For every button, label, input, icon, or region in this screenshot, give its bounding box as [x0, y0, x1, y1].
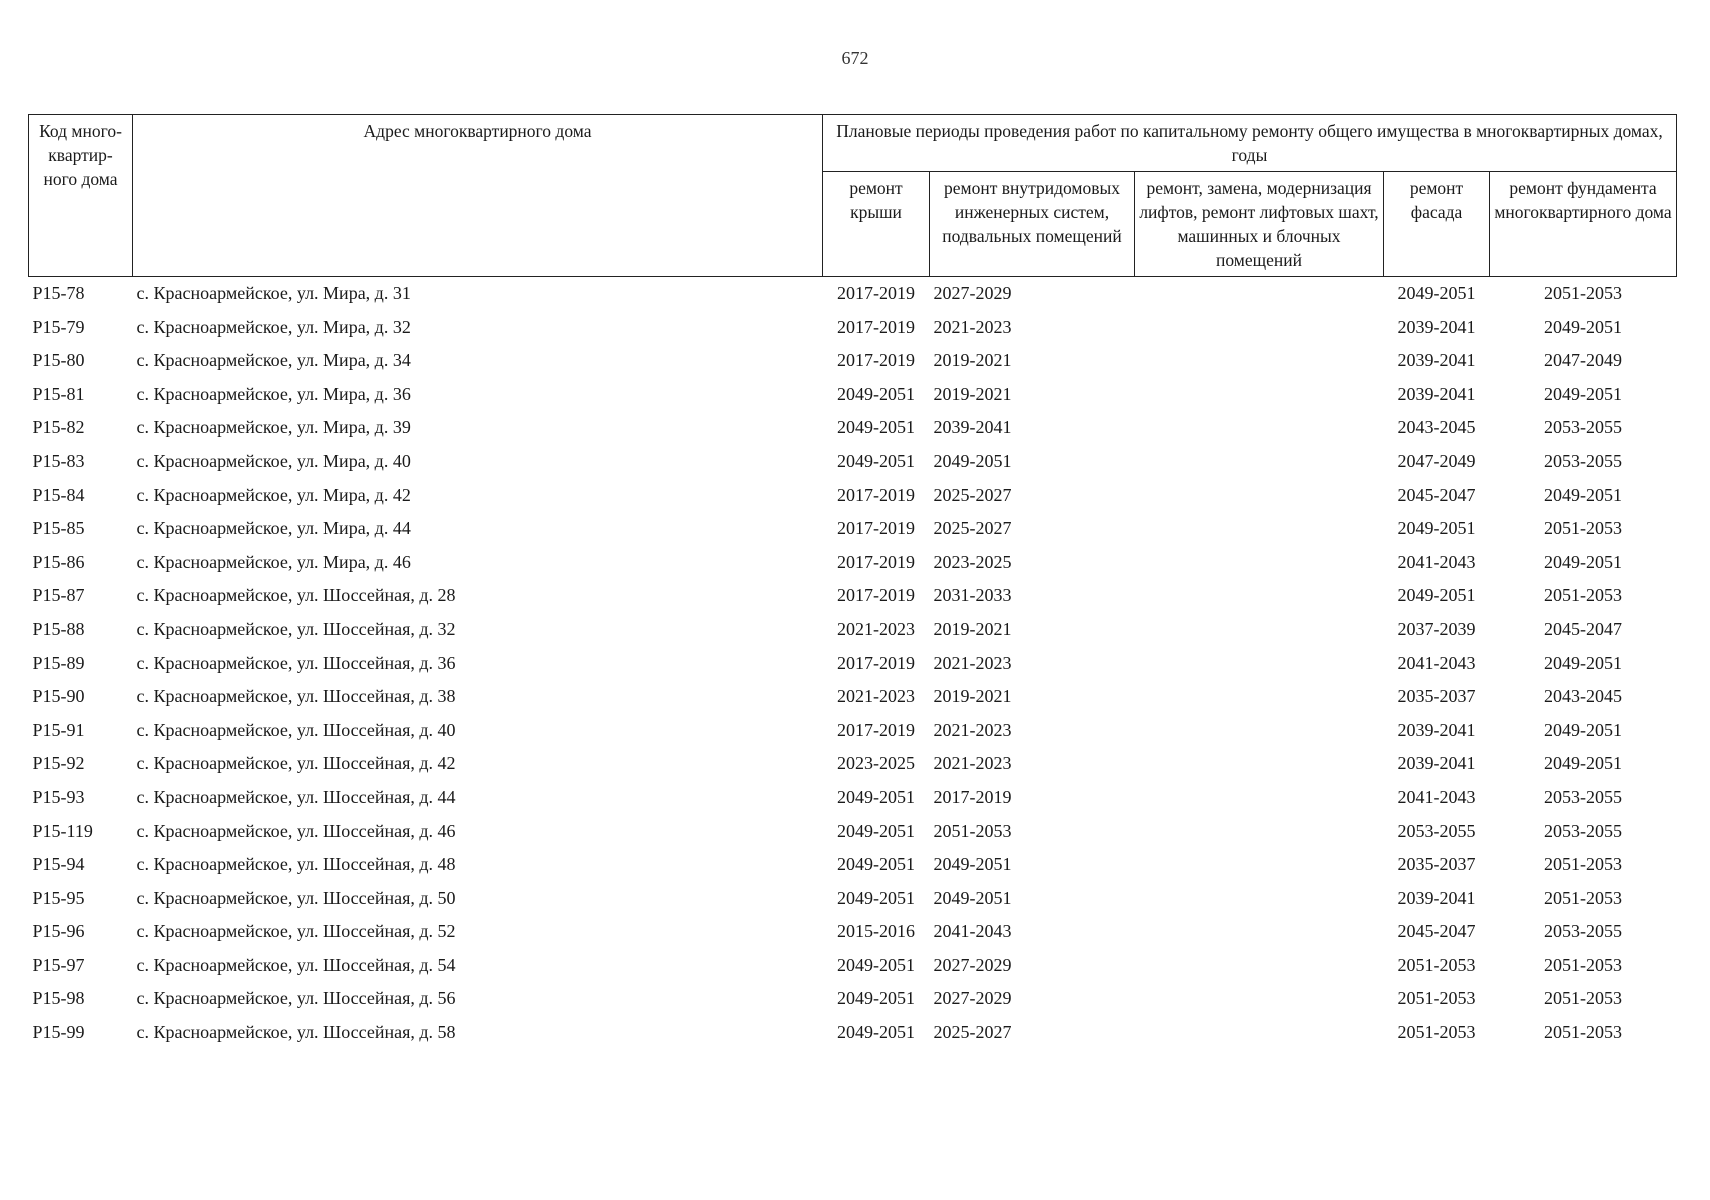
cell-address: с. Красноармейское, ул. Шоссейная, д. 54: [136, 954, 456, 975]
cell-lifts: [1135, 949, 1384, 983]
cell-facade: 2045-2047: [1397, 921, 1476, 942]
cell-address: с. Красноармейское, ул. Шоссейная, д. 58: [136, 1022, 456, 1043]
cell-engineering: 2025-2027: [933, 518, 1012, 539]
cell-code: P15-81: [32, 383, 85, 404]
table-row: [29, 915, 1677, 949]
cell-facade: 2039-2041: [1397, 719, 1476, 740]
cell-engineering: 2019-2021: [933, 383, 1012, 404]
header-lifts: ремонт, замена, модернизация лифтов, ремонт лифтовых шахт, машинных и блочных помещений: [1135, 172, 1384, 277]
cell-roof: 2017-2019: [837, 585, 915, 606]
cell-facade: 2037-2039: [1397, 618, 1476, 639]
cell-foundation: 2043-2045: [1544, 686, 1622, 707]
cell-address: с. Красноармейское, ул. Шоссейная, д. 46: [136, 820, 456, 841]
cell-address: с. Красноармейское, ул. Шоссейная, д. 56: [136, 988, 456, 1009]
cell-facade: 2051-2053: [1397, 1022, 1476, 1043]
cell-code: P15-95: [32, 887, 85, 908]
table-row: [29, 411, 1677, 445]
table-row: [29, 311, 1677, 345]
repair-schedule-table: [28, 114, 1677, 1050]
cell-engineering: 2019-2021: [933, 686, 1012, 707]
cell-address: с. Красноармейское, ул. Мира, д. 34: [136, 350, 411, 371]
cell-lifts: [1135, 344, 1384, 378]
cell-foundation: 2049-2051: [1544, 719, 1622, 740]
cell-facade: 2043-2045: [1397, 417, 1476, 438]
cell-address: с. Красноармейское, ул. Мира, д. 31: [136, 283, 411, 303]
cell-address: с. Красноармейское, ул. Шоссейная, д. 52: [136, 921, 456, 942]
cell-roof: 2017-2019: [837, 551, 915, 572]
cell-roof: 2021-2023: [837, 618, 915, 639]
header-engineering: ремонт внутридомовых инженерных систем, подвальных помещений: [930, 172, 1135, 277]
cell-foundation: 2051-2053: [1544, 585, 1622, 606]
cell-roof: 2049-2051: [837, 887, 915, 908]
cell-engineering: 2021-2023: [933, 316, 1012, 337]
table-row: [29, 344, 1677, 378]
cell-address: с. Красноармейское, ул. Мира, д. 40: [136, 450, 411, 471]
cell-facade: 2035-2037: [1397, 854, 1476, 875]
cell-engineering: 2031-2033: [933, 585, 1012, 606]
cell-roof: 2049-2051: [837, 786, 915, 807]
header-address: Адрес многоквартирного дома: [133, 115, 823, 277]
cell-foundation: 2051-2053: [1544, 887, 1622, 908]
cell-address: с. Красноармейское, ул. Мира, д. 32: [136, 316, 411, 337]
cell-address: с. Красноармейское, ул. Шоссейная, д. 40: [136, 719, 456, 740]
header-foundation: ремонт фундамента многоквартирного дома: [1490, 172, 1677, 277]
cell-address: с. Красноармейское, ул. Мира, д. 46: [136, 551, 411, 572]
cell-address: с. Красноармейское, ул. Мира, д. 39: [136, 417, 411, 438]
cell-lifts: [1135, 647, 1384, 681]
cell-engineering: 2019-2021: [933, 350, 1012, 371]
cell-engineering: 2041-2043: [933, 921, 1012, 942]
cell-facade: 2039-2041: [1397, 383, 1476, 404]
cell-roof: 2017-2019: [837, 350, 915, 371]
cell-address: с. Красноармейское, ул. Шоссейная, д. 28: [136, 585, 456, 606]
table-row: [29, 378, 1677, 412]
table-row: [29, 680, 1677, 714]
cell-lifts: [1135, 613, 1384, 647]
cell-foundation: 2051-2053: [1544, 988, 1622, 1009]
table-row: [29, 579, 1677, 613]
table-row: [29, 982, 1677, 1016]
cell-foundation: 2047-2049: [1544, 350, 1622, 371]
cell-foundation: 2051-2053: [1544, 954, 1622, 975]
cell-facade: 2039-2041: [1397, 350, 1476, 371]
cell-lifts: [1135, 781, 1384, 815]
cell-roof: 2017-2019: [837, 652, 915, 673]
cell-engineering: 2021-2023: [933, 652, 1012, 673]
cell-address: с. Красноармейское, ул. Шоссейная, д. 32: [136, 618, 456, 639]
cell-lifts: [1135, 579, 1384, 613]
cell-code: P15-96: [32, 921, 85, 942]
cell-foundation: 2053-2055: [1544, 786, 1622, 807]
cell-lifts: [1135, 848, 1384, 882]
cell-facade: 2039-2041: [1397, 316, 1476, 337]
cell-foundation: 2051-2053: [1544, 1022, 1622, 1043]
table-body: [29, 277, 1677, 1050]
cell-foundation: 2053-2055: [1544, 417, 1622, 438]
cell-engineering: 2049-2051: [933, 887, 1012, 908]
cell-address: с. Красноармейское, ул. Шоссейная, д. 50: [136, 887, 456, 908]
cell-code: P15-85: [32, 518, 85, 539]
table-row: [29, 815, 1677, 849]
table-header: [29, 115, 1677, 277]
cell-foundation: 2049-2051: [1544, 753, 1622, 774]
cell-lifts: [1135, 747, 1384, 781]
table-row: [29, 613, 1677, 647]
cell-lifts: [1135, 714, 1384, 748]
cell-facade: 2041-2043: [1397, 786, 1476, 807]
cell-facade: 2051-2053: [1397, 954, 1476, 975]
cell-lifts: [1135, 445, 1384, 479]
page-number: 672: [841, 48, 869, 68]
cell-engineering: 2027-2029: [933, 283, 1012, 303]
cell-roof: 2049-2051: [837, 820, 915, 841]
cell-code: P15-79: [32, 316, 85, 337]
cell-roof: 2049-2051: [837, 854, 915, 875]
cell-facade: 2053-2055: [1397, 820, 1476, 841]
cell-foundation: 2045-2047: [1544, 618, 1622, 639]
cell-facade: 2049-2051: [1397, 283, 1476, 303]
cell-address: с. Красноармейское, ул. Шоссейная, д. 42: [136, 753, 456, 774]
cell-address: с. Красноармейское, ул. Шоссейная, д. 38: [136, 686, 456, 707]
cell-roof: 2017-2019: [837, 484, 915, 505]
cell-code: P15-97: [32, 954, 85, 975]
cell-facade: 2051-2053: [1397, 988, 1476, 1009]
cell-engineering: 2049-2051: [933, 450, 1012, 471]
cell-address: с. Красноармейское, ул. Шоссейная, д. 48: [136, 854, 456, 875]
header-code: Код много-квартир-ного дома: [29, 115, 133, 277]
cell-foundation: 2049-2051: [1544, 484, 1622, 505]
cell-facade: 2049-2051: [1397, 585, 1476, 606]
cell-engineering: 2023-2025: [933, 551, 1012, 572]
cell-engineering: 2051-2053: [933, 820, 1012, 841]
cell-lifts: [1135, 512, 1384, 546]
cell-facade: 2035-2037: [1397, 686, 1476, 707]
cell-code: P15-92: [32, 753, 85, 774]
cell-facade: 2039-2041: [1397, 753, 1476, 774]
cell-foundation: 2049-2051: [1544, 652, 1622, 673]
cell-lifts: [1135, 915, 1384, 949]
cell-code: P15-83: [32, 450, 85, 471]
cell-code: P15-98: [32, 988, 85, 1009]
cell-engineering: 2039-2041: [933, 417, 1012, 438]
cell-facade: 2041-2043: [1397, 652, 1476, 673]
cell-facade: 2045-2047: [1397, 484, 1476, 505]
cell-lifts: [1135, 882, 1384, 916]
table-row: [29, 781, 1677, 815]
cell-roof: 2049-2051: [837, 450, 915, 471]
table-row: [29, 714, 1677, 748]
table-row: [29, 747, 1677, 781]
cell-engineering: 2021-2023: [933, 753, 1012, 774]
cell-foundation: 2049-2051: [1544, 383, 1622, 404]
cell-roof: 2049-2051: [837, 383, 915, 404]
header-roof: ремонт крыши: [823, 172, 930, 277]
cell-engineering: 2017-2019: [933, 786, 1012, 807]
cell-code: P15-94: [32, 854, 85, 875]
cell-foundation: 2051-2053: [1544, 518, 1622, 539]
cell-lifts: [1135, 479, 1384, 513]
cell-foundation: 2049-2051: [1544, 316, 1622, 337]
cell-code: P15-87: [32, 585, 85, 606]
cell-roof: 2017-2019: [837, 719, 915, 740]
cell-address: с. Красноармейское, ул. Мира, д. 44: [136, 518, 411, 539]
cell-code: P15-90: [32, 686, 85, 707]
cell-code: P15-84: [32, 484, 85, 505]
table-row: [29, 949, 1677, 983]
table-row: [29, 1016, 1677, 1050]
cell-code: P15-119: [32, 820, 93, 841]
cell-foundation: 2053-2055: [1544, 820, 1622, 841]
cell-foundation: 2051-2053: [1544, 854, 1622, 875]
cell-lifts: [1135, 815, 1384, 849]
cell-code: P15-99: [32, 1022, 85, 1043]
cell-foundation: 2049-2051: [1544, 551, 1622, 572]
cell-address: с. Красноармейское, ул. Мира, д. 42: [136, 484, 411, 505]
header-planned-periods: Плановые периоды проведения работ по капитальному ремонту общего имущества в многоквартирных домах, годы: [823, 115, 1677, 172]
cell-roof: 2049-2051: [837, 1022, 915, 1043]
cell-engineering: 2049-2051: [933, 854, 1012, 875]
cell-lifts: [1135, 546, 1384, 580]
cell-lifts: [1135, 411, 1384, 445]
cell-roof: 2015-2016: [837, 921, 915, 942]
cell-foundation: 2053-2055: [1544, 921, 1622, 942]
cell-engineering: 2025-2027: [933, 484, 1012, 505]
cell-code: P15-91: [32, 719, 85, 740]
cell-code: P15-80: [32, 350, 85, 371]
header-facade: ремонт фасада: [1384, 172, 1490, 277]
cell-roof: 2021-2023: [837, 686, 915, 707]
cell-code: P15-88: [32, 618, 85, 639]
cell-address: с. Красноармейское, ул. Шоссейная, д. 36: [136, 652, 456, 673]
cell-engineering: 2025-2027: [933, 1022, 1012, 1043]
table-row: [29, 479, 1677, 513]
cell-code: P15-93: [32, 786, 85, 807]
cell-lifts: [1135, 378, 1384, 412]
cell-engineering: 2019-2021: [933, 618, 1012, 639]
cell-facade: 2041-2043: [1397, 551, 1476, 572]
table-row: [29, 848, 1677, 882]
cell-code: P15-86: [32, 551, 85, 572]
cell-lifts: [1135, 680, 1384, 714]
cell-code: P15-89: [32, 652, 85, 673]
table-row: [29, 277, 1677, 311]
cell-foundation: 2053-2055: [1544, 450, 1622, 471]
cell-address: с. Красноармейское, ул. Мира, д. 36: [136, 383, 411, 404]
cell-lifts: [1135, 277, 1384, 311]
cell-foundation: 2051-2053: [1544, 283, 1622, 303]
table-row: [29, 546, 1677, 580]
cell-lifts: [1135, 982, 1384, 1016]
cell-lifts: [1135, 311, 1384, 345]
cell-lifts: [1135, 1016, 1384, 1050]
cell-facade: 2047-2049: [1397, 450, 1476, 471]
cell-facade: 2039-2041: [1397, 887, 1476, 908]
cell-roof: 2017-2019: [837, 316, 915, 337]
table-row: [29, 882, 1677, 916]
cell-roof: 2049-2051: [837, 954, 915, 975]
cell-roof: 2023-2025: [837, 753, 915, 774]
cell-engineering: 2021-2023: [933, 719, 1012, 740]
table-row: [29, 445, 1677, 479]
cell-address: с. Красноармейское, ул. Шоссейная, д. 44: [136, 786, 456, 807]
table-row: [29, 512, 1677, 546]
cell-roof: 2017-2019: [837, 283, 915, 303]
cell-code: P15-82: [32, 417, 85, 438]
cell-roof: 2049-2051: [837, 988, 915, 1009]
cell-roof: 2017-2019: [837, 518, 915, 539]
cell-roof: 2049-2051: [837, 417, 915, 438]
cell-engineering: 2027-2029: [933, 954, 1012, 975]
cell-facade: 2049-2051: [1397, 518, 1476, 539]
table-row: [29, 647, 1677, 681]
cell-engineering: 2027-2029: [933, 988, 1012, 1009]
cell-code: P15-78: [32, 283, 85, 303]
